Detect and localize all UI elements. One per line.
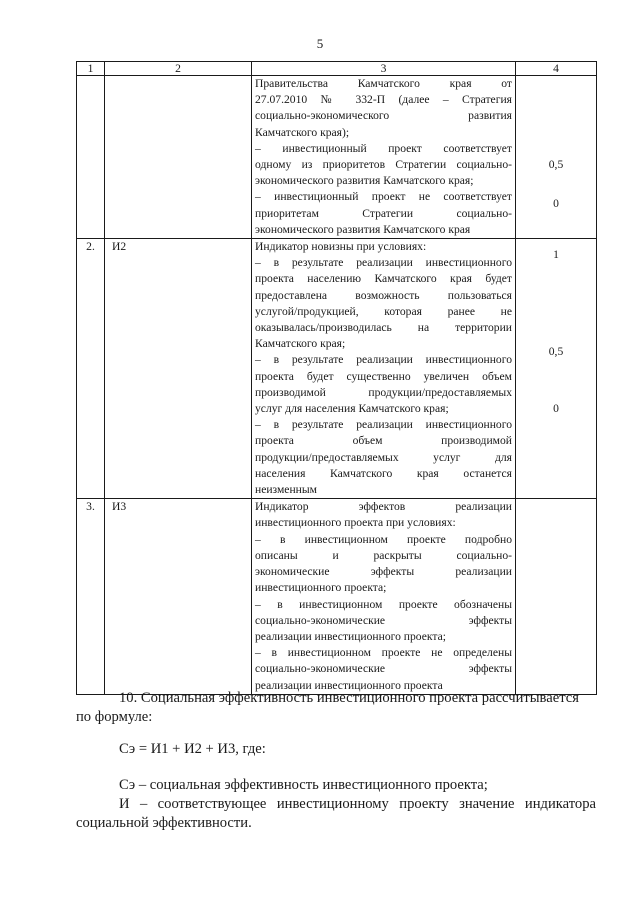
description-line: предоставлена возможность пользоваться xyxy=(255,288,512,302)
table-row xyxy=(77,76,597,239)
definition-line: Сэ – социальная эффективность инвестиционного проекта; xyxy=(119,777,488,793)
page-number: 5 xyxy=(316,36,324,51)
description-line: – инвестиционный проект не соответствует xyxy=(255,190,512,204)
description-line: социально-экономические эффекты xyxy=(255,662,512,676)
header-col-1: 1 xyxy=(77,62,105,76)
description-line: социально-экономического развития xyxy=(255,109,512,123)
row-value-cell xyxy=(516,76,597,239)
definition-line: социальной эффективности. xyxy=(76,815,252,831)
description-line: производимой продукции/предоставляемых xyxy=(255,385,512,399)
row-code-cell xyxy=(105,76,252,239)
description-line: оказывалась/производилась на территории xyxy=(255,321,512,335)
description-line: одному из приоритетов Стратегии социально- xyxy=(255,158,512,172)
description-line: экономического развития Камчатского края xyxy=(255,222,471,236)
description-line: – в инвестиционном проекте не определены xyxy=(255,646,512,660)
description-line: Камчатского края); xyxy=(255,125,350,139)
description-line: инвестиционного проекта; xyxy=(255,581,387,595)
score-value: 0 xyxy=(553,402,559,416)
paragraph-10 xyxy=(76,689,596,727)
definitions xyxy=(76,776,596,833)
description-line: Индикатор новизны при условиях: xyxy=(255,240,427,254)
header-col-2: 2 xyxy=(105,62,252,76)
description-line: реализации инвестиционного проекта xyxy=(255,678,443,692)
description-line: Камчатского края; xyxy=(255,337,346,351)
description-line: – в результате реализации инвестиционного xyxy=(255,353,512,367)
table-row xyxy=(77,239,597,499)
description-line: 27.07.2010 № 332-П (далее – Стратегия xyxy=(255,93,512,107)
header-col-4: 4 xyxy=(516,62,597,76)
description-line: услугой/продукцией, которая ранее не xyxy=(255,304,512,318)
row-code-cell: И3 xyxy=(105,499,252,694)
row-value-cell xyxy=(516,239,597,499)
description-line: проекта будет существенно увеличен объем xyxy=(255,369,512,383)
description-line: продукции/предоставляемых услуг для xyxy=(255,450,512,464)
description-line: социально-экономические эффекты xyxy=(255,613,512,627)
description-line: экономического развития Камчатского края; xyxy=(255,174,474,188)
description-line: проекта населению Камчатского края будет xyxy=(255,272,512,286)
description-line: – инвестиционный проект соответствует xyxy=(255,141,512,155)
row-value-cell xyxy=(516,499,597,694)
score-value: 0 xyxy=(553,197,559,211)
header-col-3: 3 xyxy=(252,62,516,76)
paragraph-line: по формуле: xyxy=(76,709,153,725)
row-description-cell xyxy=(252,239,516,499)
description-line: услуг для населения Камчатского края; xyxy=(255,402,449,416)
score-value: 0,5 xyxy=(548,158,564,171)
description-line: описаны и раскрыты социально- xyxy=(255,548,512,562)
score-value: 1 xyxy=(553,248,559,262)
description-line: – в инвестиционном проекте подробно xyxy=(255,532,512,546)
definition-line: И – соответствующее инвестиционному проекту значение индикатора xyxy=(119,796,596,812)
row-description-cell xyxy=(252,76,516,239)
row-number-cell xyxy=(77,76,105,239)
table-header-row xyxy=(77,62,597,76)
description-line: населения Камчатского края останется xyxy=(255,466,512,480)
description-line: реализации инвестиционного проекта; xyxy=(255,629,446,643)
description-line: – в инвестиционном проекте обозначены xyxy=(255,597,512,611)
description-line: – в результате реализации инвестиционного xyxy=(255,256,512,270)
formula-line: Сэ = И1 + И2 + И3, где: xyxy=(119,741,266,757)
score-value: 0,5 xyxy=(548,345,564,359)
description-line: экономические эффекты реализации xyxy=(255,565,512,579)
row-number-cell: 3. xyxy=(77,499,105,694)
description-line: – в результате реализации инвестиционного xyxy=(255,418,512,432)
row-code-cell: И2 xyxy=(105,239,252,499)
table-row xyxy=(77,499,597,694)
description-line: инвестиционного проекта при условиях: xyxy=(255,516,456,530)
description-line: Правительства Камчатского края от xyxy=(255,77,512,90)
paragraph-line: 10. Социальная эффективность инвестиционного проекта рассчитывается xyxy=(119,690,579,706)
formula xyxy=(76,740,596,759)
description-line: неизменным xyxy=(255,483,317,497)
description-line: приоритетам Стратегии социально- xyxy=(255,206,512,220)
description-line: Индикатор эффектов реализации xyxy=(255,500,512,514)
row-description-cell xyxy=(252,499,516,694)
description-line: проекта объем производимой xyxy=(255,434,512,448)
indicator-table xyxy=(76,61,597,695)
row-number-cell: 2. xyxy=(77,239,105,499)
